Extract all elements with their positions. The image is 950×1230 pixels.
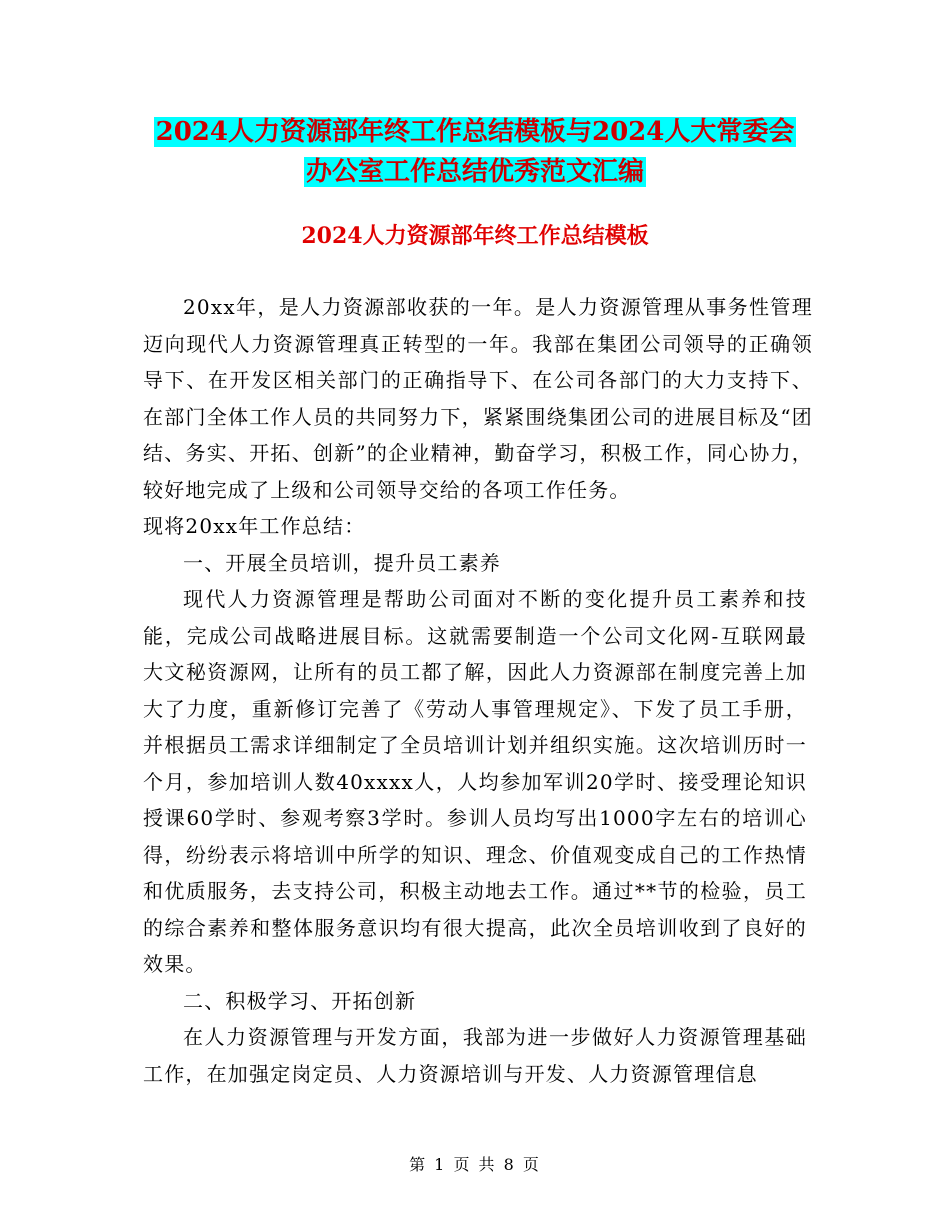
paragraph-heading: 一、开展全员培训，提升员工素养: [183, 550, 501, 575]
title-line-2: 办公室工作总结优秀范文汇编: [305, 157, 644, 187]
document-body: [143, 289, 813, 1092]
section-title: 2024人力资源部年终工作总结模板: [301, 223, 649, 249]
paragraph: 现代人力资源管理是帮助公司面对不断的变化提升员工素养和技能，完成公司战略进展目标。这就需要制造一个公司文化网-互联网最大文秘资源网，让所有的员工都了解，因此人力资源部在制度完善上加大了力度，重新修订完善了《劳动人事管理规定》、下发了员工手册，并根据员工需求详细制定了全员培训计划并组织实施。这次培训历时一个月，参加培训人数40xxxx人，人均参加军训20学时、接受理论知识授课60学时、参观考察3学时。参训人员均写出1000字左右的培训心得，纷纷表示将培训中所学的知识、理念、价值观变成自己的工作热情和优质服务，去支持公司，积极主动地去工作。通过**节的检验，员工的综合素养和整体服务意识均有很大提高，此次全员培训收到了良好的效果。: [143, 587, 807, 976]
page-number: 第 1 页 共 8 页: [409, 1155, 541, 1174]
title-line-1: 2024人力资源部年终工作总结模板与2024人大常委会: [155, 117, 795, 147]
paragraph: 在人力资源管理与开发方面，我部为进一步做好人力资源管理基础工作，在加强定岗定员、人力资源培训与开发、人力资源管理信息: [143, 1025, 807, 1086]
paragraph-heading: 二、积极学习、开拓创新: [183, 988, 417, 1013]
paragraph: 20xx年，是人力资源部收获的一年。是人力资源管理从事务性管理迈向现代人力资源管理真正转型的一年。我部在集团公司领导的正确领导下、在开发区相关部门的正确指导下、在公司各部门的大力支持下、在部门全体工作人员的共同努力下，紧紧围绕集团公司的进展目标及“团结、务实、开拓、创新”的企业精神，勤奋学习，积极工作，同心协力，较好地完成了上级和公司领导交给的各项工作任务。: [143, 295, 813, 502]
document-title: [0, 112, 950, 192]
paragraph: 现将20xx年工作总结：: [143, 514, 366, 538]
